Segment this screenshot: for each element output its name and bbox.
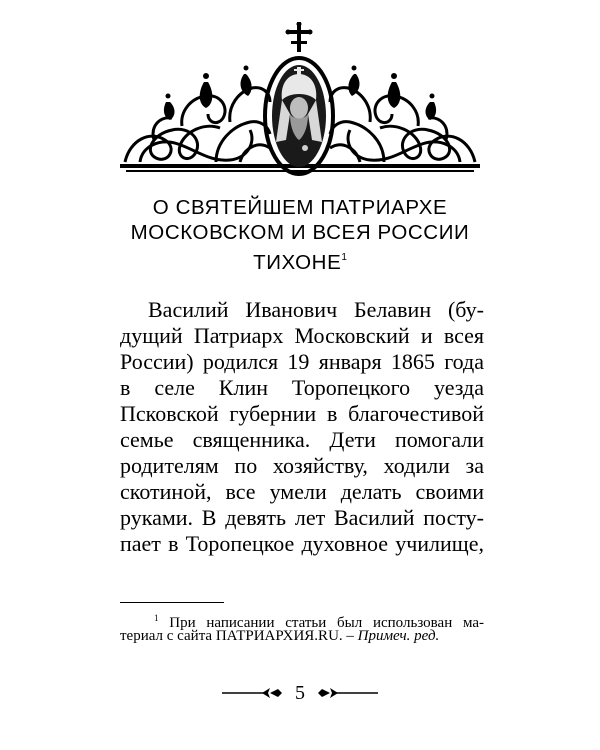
footnote-line-2 (120, 627, 484, 646)
footnote-text-2: териал с сайта ПАТРИАРХИЯ.RU. – (120, 628, 358, 644)
ornament-icon (120, 22, 480, 177)
footnote-reference[interactable]: 1 (341, 252, 347, 263)
right-arrow-ornament-icon (318, 687, 378, 699)
cross-icon (286, 22, 313, 52)
footnote-mark: 1 (154, 613, 159, 623)
title-line-2: МОСКОВСКОМ И ВСЕЯ РОССИИ (130, 221, 470, 244)
body-line: Василий Иванович Белавин (бу- (148, 297, 484, 322)
patriarch-portrait-icon (265, 58, 333, 174)
page-number: 5 (295, 682, 305, 704)
body-line: семье священника. Дети помогали (120, 427, 484, 452)
body-line: скотиной, все умели делать своими (120, 479, 484, 504)
left-arrow-ornament-icon (222, 687, 282, 699)
title-line-1: О СВЯТЕЙШЕМ ПАТРИАРХЕ (152, 196, 448, 219)
footnote-text-1: При написании статьи был использован ма- (169, 615, 485, 631)
body-line: России) родился 19 января 1865 года (120, 349, 484, 374)
footnote-divider (120, 602, 224, 603)
body-line: родителям по хозяйству, ходили за (120, 453, 484, 478)
page-footer (0, 682, 600, 706)
body-line: дущий Патриарх Московский и всея (120, 323, 484, 348)
body-line: пает в Торопецкое духовное училище, (120, 531, 484, 556)
body-line: Псковской губернии в благочестивой (120, 401, 484, 426)
editor-note: Примеч. ред. (357, 628, 440, 644)
body-line: в селе Клин Торопецкого уезда (120, 375, 484, 400)
ornamental-headpiece (120, 22, 480, 177)
title-word: ТИХОНЕ (253, 251, 342, 274)
body-line: руками. В девять лет Василий посту- (120, 505, 484, 530)
title-line-3 (60, 246, 540, 275)
